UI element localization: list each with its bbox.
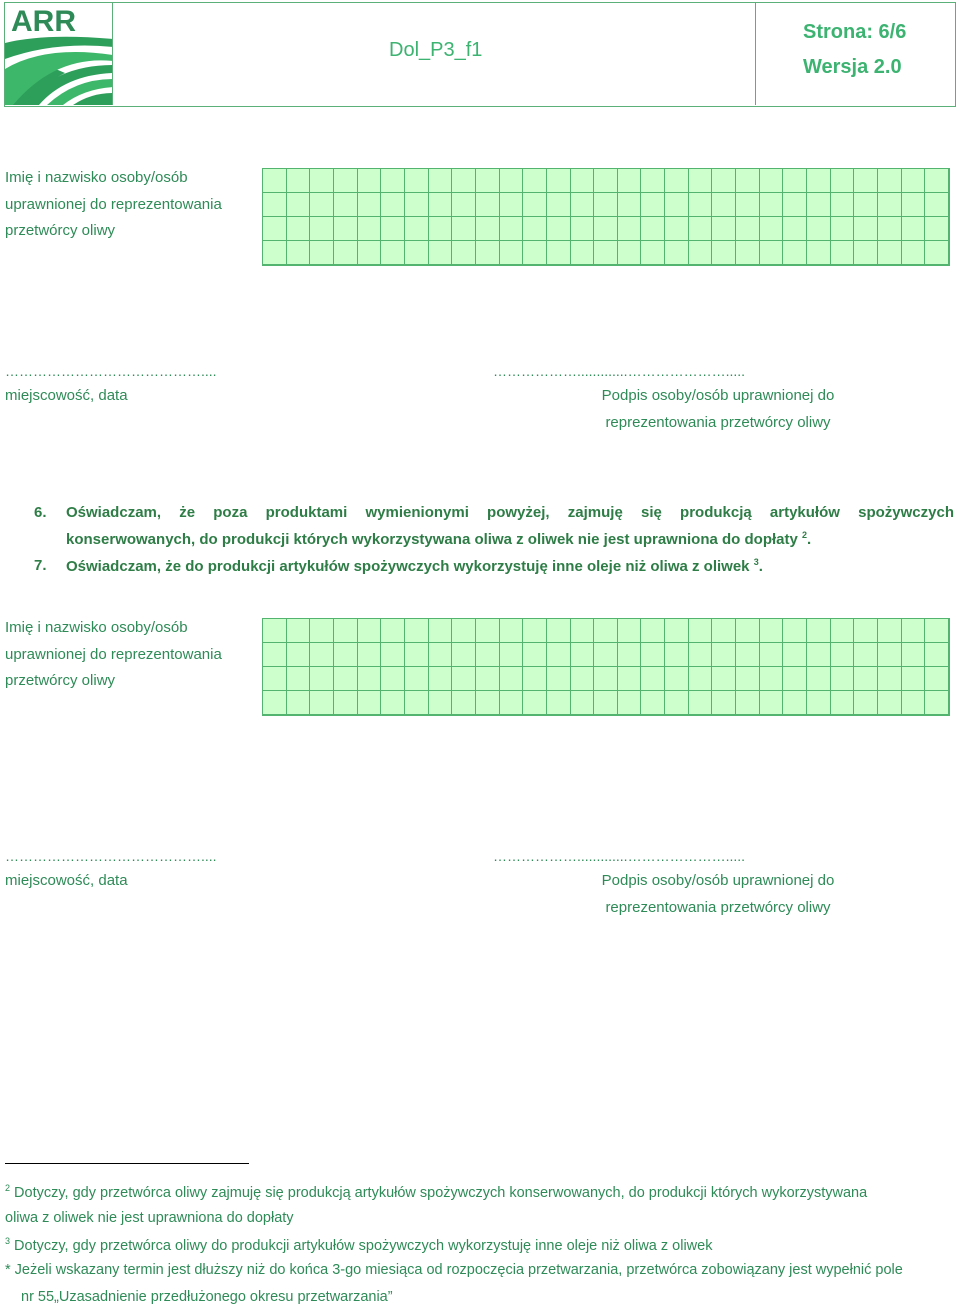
grid-cell[interactable] [547, 169, 571, 193]
footnote-star: * Jeżeli wskazany termin jest dłuższy niż do końca 3-go miesiąca od rozpoczęcia przetwarzania, przetwórca zobowiązany jest wypełnić pole [5, 1262, 903, 1278]
grid-cell[interactable] [760, 193, 784, 217]
form-code: Dol_P3_f1 [389, 39, 483, 61]
grid-cell[interactable] [807, 691, 831, 715]
label-line: przetwórcy oliwy [5, 222, 116, 239]
grid-cell[interactable] [547, 193, 571, 217]
grid-cell[interactable] [571, 193, 595, 217]
grid-cell[interactable] [854, 193, 878, 217]
declaration-text-line: konserwowanych, do produkcji których wykorzystywana oliwa z oliwek nie jest uprawniona do dopłaty $^2$. [66, 530, 812, 548]
grid-cell[interactable] [807, 193, 831, 217]
label-line: przetwórcy oliwy [5, 672, 116, 689]
grid-cell[interactable] [381, 619, 405, 643]
grid-cell[interactable] [381, 169, 405, 193]
grid-cell[interactable] [831, 241, 855, 265]
grid-cell[interactable] [523, 643, 547, 667]
grid-cell[interactable] [381, 193, 405, 217]
grid-cell[interactable] [334, 691, 358, 715]
label-line: uprawnionej do reprezentowania [5, 195, 222, 213]
grid-cell[interactable] [381, 643, 405, 667]
grid-cell[interactable] [287, 193, 311, 217]
grid-cell[interactable] [807, 169, 831, 193]
grid-cell[interactable] [310, 241, 334, 265]
grid-cell[interactable] [594, 241, 618, 265]
grid-cell[interactable] [263, 241, 287, 265]
grid-cell[interactable] [571, 217, 595, 241]
grid-cell[interactable] [736, 667, 760, 691]
declaration-number: 6. [34, 504, 47, 521]
grid-cell[interactable] [500, 169, 524, 193]
grid-cell[interactable] [902, 193, 926, 217]
title-cell [113, 3, 756, 105]
declaration-6 [30, 504, 954, 558]
grid-cell[interactable] [783, 691, 807, 715]
signature-label [598, 868, 838, 921]
grid-cell[interactable] [902, 169, 926, 193]
grid-cell[interactable] [547, 217, 571, 241]
version-label: Wersja 2.0 [803, 56, 902, 78]
grid-cell[interactable] [618, 169, 642, 193]
grid-cell[interactable] [760, 217, 784, 241]
grid-cell[interactable] [310, 643, 334, 667]
grid-cell[interactable] [831, 667, 855, 691]
signature-dotted-line: ……………….............…………………..... [493, 363, 746, 379]
grid-cell[interactable] [263, 667, 287, 691]
grid-cell[interactable] [712, 643, 736, 667]
grid-cell[interactable] [878, 241, 902, 265]
grid-cell[interactable] [405, 691, 429, 715]
declaration-number: 7. [34, 557, 47, 574]
grid-cell[interactable] [263, 193, 287, 217]
signature-dotted-line: ……………….............…………………..... [493, 848, 746, 864]
grid-cell[interactable] [665, 619, 689, 643]
grid-cell[interactable] [736, 619, 760, 643]
grid-cell[interactable] [689, 643, 713, 667]
grid-cell[interactable] [476, 193, 500, 217]
grid-cell[interactable] [618, 217, 642, 241]
grid-cell[interactable] [310, 217, 334, 241]
grid-cell[interactable] [878, 691, 902, 715]
footnote-3: $^3$ Dotyczy, gdy przetwórca oliwy do produkcji artykułów spożywczych wykorzystuję inne oleje niż oliwa z oliwek [5, 1236, 713, 1254]
place-date-dotted-line: …………………………………….... [5, 848, 217, 864]
grid-cell[interactable] [334, 241, 358, 265]
grid-cell[interactable] [287, 241, 311, 265]
grid-cell[interactable] [783, 667, 807, 691]
grid-cell[interactable] [263, 643, 287, 667]
grid-cell[interactable] [665, 691, 689, 715]
grid-cell[interactable] [358, 169, 382, 193]
grid-cell[interactable] [665, 643, 689, 667]
grid-cell[interactable] [878, 643, 902, 667]
grid-cell[interactable] [665, 241, 689, 265]
page-number: Strona: 6/6 [803, 21, 907, 43]
grid-cell[interactable] [476, 169, 500, 193]
grid-cell[interactable] [381, 691, 405, 715]
grid-cell[interactable] [571, 241, 595, 265]
grid-cell[interactable] [878, 193, 902, 217]
place-date-dotted-line: …………………………………….... [5, 363, 217, 379]
grid-cell[interactable] [476, 217, 500, 241]
label-line: Podpis osoby/osób uprawnionej do [601, 872, 835, 889]
grid-cell[interactable] [831, 193, 855, 217]
grid-cell[interactable] [547, 619, 571, 643]
grid-cell[interactable] [641, 691, 665, 715]
grid-cell[interactable] [452, 193, 476, 217]
logo-text: ARR [11, 5, 76, 38]
grid-cell[interactable] [689, 619, 713, 643]
grid-cell[interactable] [925, 667, 949, 691]
grid-cell[interactable] [523, 619, 547, 643]
grid-cell[interactable] [287, 691, 311, 715]
grid-cell[interactable] [287, 619, 311, 643]
grid-cell[interactable] [641, 241, 665, 265]
grid-cell[interactable] [523, 691, 547, 715]
grid-cell[interactable] [712, 193, 736, 217]
grid-cell[interactable] [594, 193, 618, 217]
document-header [4, 2, 956, 107]
grid-cell[interactable] [925, 241, 949, 265]
grid-cell[interactable] [712, 241, 736, 265]
grid-cell[interactable] [358, 619, 382, 643]
grid-cell[interactable] [500, 643, 524, 667]
grid-cell[interactable] [760, 691, 784, 715]
grid-cell[interactable] [783, 241, 807, 265]
representative-name-grid[interactable] [262, 168, 950, 266]
declaration-7 [30, 557, 954, 583]
grid-cell[interactable] [925, 193, 949, 217]
grid-cell[interactable] [807, 619, 831, 643]
grid-cell[interactable] [902, 667, 926, 691]
grid-cell[interactable] [641, 193, 665, 217]
grid-cell[interactable] [429, 217, 453, 241]
grid-cell[interactable] [807, 643, 831, 667]
grid-cell[interactable] [641, 643, 665, 667]
grid-cell[interactable] [500, 619, 524, 643]
grid-cell[interactable] [547, 667, 571, 691]
grid-cell[interactable] [523, 193, 547, 217]
grid-cell[interactable] [405, 241, 429, 265]
grid-cell[interactable] [358, 217, 382, 241]
grid-cell[interactable] [831, 169, 855, 193]
label-line: reprezentowania przetwórcy oliwy [605, 898, 831, 916]
grid-cell[interactable] [476, 619, 500, 643]
grid-cell[interactable] [854, 169, 878, 193]
grid-cell[interactable] [429, 619, 453, 643]
grid-cell[interactable] [381, 241, 405, 265]
grid-cell[interactable] [594, 217, 618, 241]
grid-cell[interactable] [712, 667, 736, 691]
grid-cell[interactable] [571, 169, 595, 193]
footnote-2: $^2$ Dotyczy, gdy przetwórca oliwy zajmuję się produkcją artykułów spożywczych konserwowanych, do produkcji których wykorzystywana [5, 1183, 868, 1201]
grid-cell[interactable] [405, 217, 429, 241]
representative-name-grid[interactable] [262, 618, 950, 716]
grid-cell[interactable] [500, 241, 524, 265]
grid-cell[interactable] [854, 217, 878, 241]
grid-cell[interactable] [287, 169, 311, 193]
grid-cell[interactable] [807, 241, 831, 265]
grid-cell[interactable] [405, 169, 429, 193]
place-date-label: miejscowość, data [5, 387, 128, 404]
grid-cell[interactable] [760, 667, 784, 691]
grid-cell[interactable] [358, 667, 382, 691]
footnote-star-continuation: nr 55„Uzasadnienie przedłużonego okresu przetwarzania” [21, 1289, 393, 1305]
grid-cell[interactable] [925, 691, 949, 715]
grid-cell[interactable] [689, 667, 713, 691]
grid-cell[interactable] [712, 691, 736, 715]
grid-cell[interactable] [476, 643, 500, 667]
arr-logo [5, 3, 113, 105]
grid-cell[interactable] [618, 667, 642, 691]
declaration-text-line: Oświadczam, że do produkcji artykułów spożywczych wykorzystuję inne oleje niż oliwa z oliwek $^3$. [66, 557, 763, 575]
grid-cell[interactable] [736, 217, 760, 241]
grid-cell[interactable] [405, 667, 429, 691]
grid-cell[interactable] [854, 667, 878, 691]
grid-cell[interactable] [547, 643, 571, 667]
grid-cell[interactable] [854, 643, 878, 667]
grid-cell[interactable] [523, 169, 547, 193]
grid-cell[interactable] [665, 217, 689, 241]
grid-cell[interactable] [358, 643, 382, 667]
grid-cell[interactable] [902, 643, 926, 667]
grid-cell[interactable] [783, 217, 807, 241]
grid-cell[interactable] [452, 241, 476, 265]
grid-cell[interactable] [902, 619, 926, 643]
grid-cell[interactable] [618, 691, 642, 715]
grid-cell[interactable] [831, 619, 855, 643]
grid-cell[interactable] [783, 619, 807, 643]
grid-cell[interactable] [334, 643, 358, 667]
grid-cell[interactable] [783, 169, 807, 193]
grid-cell[interactable] [429, 193, 453, 217]
grid-cell[interactable] [854, 619, 878, 643]
grid-cell[interactable] [665, 667, 689, 691]
grid-cell[interactable] [571, 643, 595, 667]
grid-cell[interactable] [452, 643, 476, 667]
grid-cell[interactable] [287, 643, 311, 667]
grid-cell[interactable] [571, 667, 595, 691]
grid-cell[interactable] [429, 691, 453, 715]
grid-cell[interactable] [547, 691, 571, 715]
grid-cell[interactable] [689, 193, 713, 217]
grid-cell[interactable] [452, 691, 476, 715]
grid-cell[interactable] [571, 691, 595, 715]
representative-name-label [5, 165, 222, 245]
grid-cell[interactable] [500, 667, 524, 691]
grid-cell[interactable] [429, 667, 453, 691]
grid-cell[interactable] [476, 691, 500, 715]
grid-cell[interactable] [500, 691, 524, 715]
label-line: Imię i nazwisko osoby/osób [5, 619, 188, 636]
grid-cell[interactable] [310, 667, 334, 691]
arr-logo-icon [5, 3, 113, 105]
grid-cell[interactable] [925, 619, 949, 643]
grid-cell[interactable] [854, 691, 878, 715]
grid-cell[interactable] [736, 169, 760, 193]
grid-cell[interactable] [831, 691, 855, 715]
grid-cell[interactable] [902, 241, 926, 265]
grid-cell[interactable] [878, 667, 902, 691]
grid-cell[interactable] [854, 241, 878, 265]
grid-cell[interactable] [523, 217, 547, 241]
grid-cell[interactable] [405, 619, 429, 643]
grid-cell[interactable] [736, 643, 760, 667]
grid-cell[interactable] [594, 667, 618, 691]
grid-cell[interactable] [381, 217, 405, 241]
representative-name-label [5, 615, 222, 695]
grid-cell[interactable] [476, 667, 500, 691]
grid-cell[interactable] [925, 217, 949, 241]
grid-cell[interactable] [405, 643, 429, 667]
grid-cell[interactable] [925, 169, 949, 193]
grid-cell[interactable] [500, 217, 524, 241]
grid-cell[interactable] [712, 619, 736, 643]
grid-cell[interactable] [594, 619, 618, 643]
grid-cell[interactable] [878, 619, 902, 643]
grid-cell[interactable] [641, 619, 665, 643]
grid-cell[interactable] [381, 667, 405, 691]
grid-cell[interactable] [902, 217, 926, 241]
grid-cell[interactable] [452, 619, 476, 643]
grid-cell[interactable] [618, 193, 642, 217]
grid-cell[interactable] [760, 643, 784, 667]
grid-cell[interactable] [712, 217, 736, 241]
grid-cell[interactable] [263, 169, 287, 193]
grid-cell[interactable] [358, 691, 382, 715]
grid-cell[interactable] [807, 667, 831, 691]
grid-cell[interactable] [405, 193, 429, 217]
grid-cell[interactable] [310, 169, 334, 193]
grid-cell[interactable] [831, 643, 855, 667]
grid-cell[interactable] [358, 193, 382, 217]
grid-cell[interactable] [263, 691, 287, 715]
grid-cell[interactable] [452, 217, 476, 241]
grid-cell[interactable] [736, 241, 760, 265]
grid-cell[interactable] [287, 667, 311, 691]
grid-cell[interactable] [263, 619, 287, 643]
label-line: reprezentowania przetwórcy oliwy [605, 413, 831, 431]
grid-cell[interactable] [831, 217, 855, 241]
grid-cell[interactable] [665, 169, 689, 193]
footnote-separator [5, 1163, 249, 1164]
grid-cell[interactable] [641, 169, 665, 193]
grid-cell[interactable] [783, 193, 807, 217]
grid-cell[interactable] [594, 691, 618, 715]
grid-cell[interactable] [452, 169, 476, 193]
grid-cell[interactable] [925, 643, 949, 667]
grid-cell[interactable] [760, 241, 784, 265]
grid-cell[interactable] [689, 169, 713, 193]
grid-cell[interactable] [334, 619, 358, 643]
grid-cell[interactable] [641, 217, 665, 241]
grid-cell[interactable] [571, 619, 595, 643]
grid-cell[interactable] [736, 691, 760, 715]
grid-cell[interactable] [310, 619, 334, 643]
grid-cell[interactable] [594, 169, 618, 193]
grid-cell[interactable] [760, 169, 784, 193]
grid-cell[interactable] [334, 667, 358, 691]
grid-cell[interactable] [476, 241, 500, 265]
declaration-text-line: Oświadczam, że poza produktami wymienionymi powyżej, zajmuję się produkcją artykułów spożywczych [66, 504, 954, 521]
label-line: Imię i nazwisko osoby/osób [5, 169, 188, 186]
grid-cell[interactable] [500, 193, 524, 217]
grid-cell[interactable] [334, 217, 358, 241]
grid-cell[interactable] [310, 193, 334, 217]
grid-cell[interactable] [618, 619, 642, 643]
grid-cell[interactable] [807, 217, 831, 241]
grid-cell[interactable] [523, 667, 547, 691]
grid-cell[interactable] [618, 241, 642, 265]
grid-cell[interactable] [429, 169, 453, 193]
grid-cell[interactable] [594, 643, 618, 667]
grid-cell[interactable] [878, 169, 902, 193]
grid-cell[interactable] [429, 643, 453, 667]
grid-cell[interactable] [334, 169, 358, 193]
grid-cell[interactable] [523, 241, 547, 265]
grid-cell[interactable] [334, 193, 358, 217]
grid-cell[interactable] [760, 619, 784, 643]
grid-cell[interactable] [878, 217, 902, 241]
grid-cell[interactable] [287, 217, 311, 241]
grid-cell[interactable] [665, 193, 689, 217]
grid-cell[interactable] [736, 193, 760, 217]
grid-cell[interactable] [689, 691, 713, 715]
grid-cell[interactable] [902, 691, 926, 715]
grid-cell[interactable] [263, 217, 287, 241]
grid-cell[interactable] [618, 643, 642, 667]
grid-cell[interactable] [429, 241, 453, 265]
footnote-2-continuation: oliwa z oliwek nie jest uprawniona do dopłaty [5, 1210, 294, 1226]
grid-cell[interactable] [712, 169, 736, 193]
grid-cell[interactable] [547, 241, 571, 265]
grid-cell[interactable] [641, 667, 665, 691]
grid-cell[interactable] [358, 241, 382, 265]
grid-cell[interactable] [783, 643, 807, 667]
label-line: uprawnionej do reprezentowania [5, 645, 222, 663]
label-line: Podpis osoby/osób uprawnionej do [601, 387, 835, 404]
place-date-label: miejscowość, data [5, 872, 128, 889]
signature-label [598, 383, 838, 436]
grid-cell[interactable] [689, 241, 713, 265]
grid-cell[interactable] [452, 667, 476, 691]
grid-cell[interactable] [689, 217, 713, 241]
grid-cell[interactable] [310, 691, 334, 715]
